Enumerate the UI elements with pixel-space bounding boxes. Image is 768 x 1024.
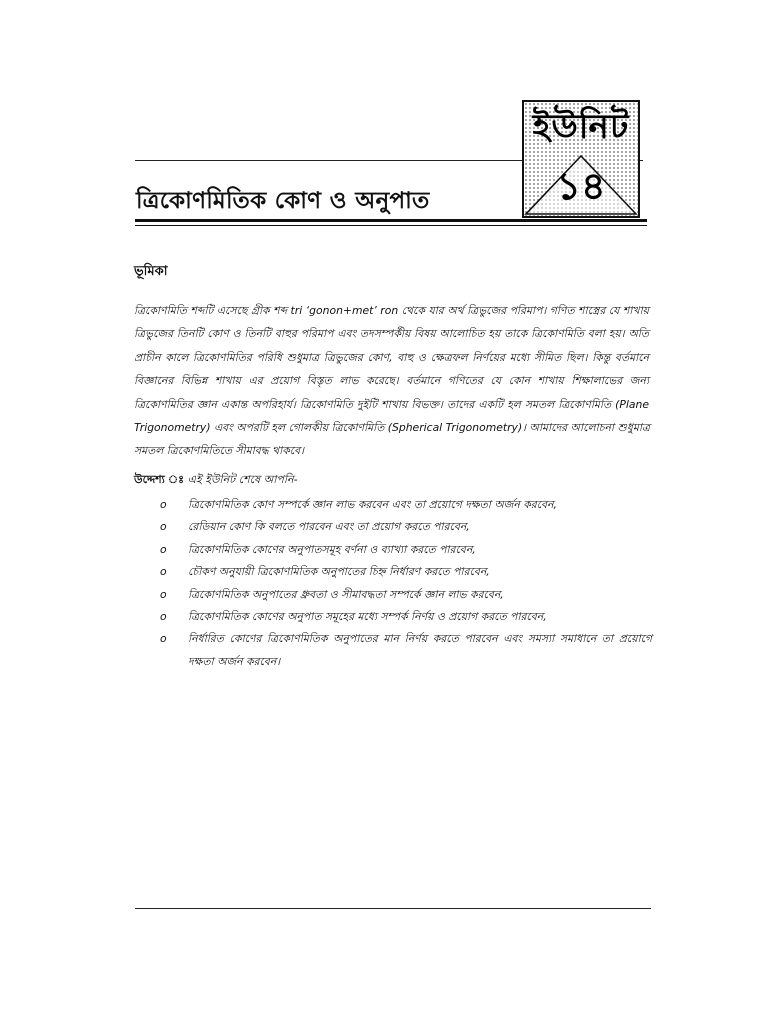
title-rule-thick (135, 219, 647, 222)
objective-text-continued: দক্ষতা অর্জন করবেন। (188, 654, 281, 668)
objective-item (160, 539, 652, 561)
intro-line: সমতল ত্রিকোণমিতিতে সীমাবদ্ধ থাকবে। (134, 444, 305, 458)
objective-text: নির্ধারিত কোণের ত্রিকোণমিতিক অনুপাতের মান নির্ণয় করতে পারবেন এবং সমস্যা সমাধানে তা প্রয়োগে (188, 632, 652, 646)
bullet-icon: o (160, 520, 167, 534)
objective-text: রেডিয়ান কোণ কি বলতে পারবেন এবং তা প্রয়োগ করতে পারবেন, (188, 520, 470, 534)
objective-item (160, 516, 652, 538)
objectives-lead: এই ইউনিট শেষে আপনি- (187, 473, 298, 486)
footer-rule (135, 908, 651, 909)
objective-text: ত্রিকোণমিতিক কোণ সম্পর্কে জ্ঞান লাভ করবেন এবং তা প্রয়োগে দক্ষতা অর্জন করবেন, (188, 498, 557, 511)
intro-heading: ভূমিকা (134, 264, 168, 279)
title-rule-thin (135, 225, 647, 226)
unit-badge (522, 100, 640, 218)
unit-number: ১৪ (556, 164, 606, 208)
bullet-icon: o (160, 587, 167, 601)
objective-item (160, 606, 652, 628)
bullet-icon: o (160, 610, 167, 624)
intro-line: ত্রিভুজের তিনটি কোণ ও তিনটি বাহুর পরিমাপ এবং তদসম্পর্কীয় বিষয় আলোচিত হয় তাকে ত্রিকোণমিতি বলা হয়। অতি (134, 327, 649, 341)
objectives-list (160, 494, 652, 673)
bullet-icon: o (160, 542, 167, 556)
intro-line: প্রাচীন কালে ত্রিকোণমিতির পরিধি শুধুমাত্র ত্রিভুজের কোণ, বাহু ও ক্ষেত্রফল নির্ণয়ের মধ্যে সীমিত ছিল। কিন্তু বর্তমানে (134, 350, 649, 364)
intro-paragraph (134, 299, 649, 463)
objectives-heading (134, 471, 298, 490)
objective-text: ত্রিকোণমিতিক কোণের অনুপাতসমূহ বর্ণনা ও ব্যাখ্যা করতে পারবেন, (188, 542, 476, 556)
objective-item (160, 584, 652, 606)
bullet-icon: o (160, 565, 167, 579)
bullet-icon: o (160, 632, 167, 646)
chapter-title: ত্রিকোণমিতিক কোণ ও অনুপাত (136, 188, 430, 214)
objective-text: চৌকণ অনুযায়ী ত্রিকোণমিতিক অনুপাতের চিহ্ন নির্ধারণ করতে পারবেন, (188, 565, 490, 579)
objective-item (160, 561, 652, 583)
objectives-label: উদ্দেশ্য ঃ (134, 473, 185, 486)
objective-item (160, 494, 652, 516)
objective-text: ত্রিকোণমিতিক কোণের অনুপাত সমূহের মধ্যে সম্পর্ক নির্ণয় ও প্রয়োগ করতে পারবেন, (188, 610, 547, 624)
bullet-icon: o (160, 498, 167, 511)
objective-text: ত্রিকোণমিতিক অনুপাতের ধ্রুবতা ও সীমাবদ্ধতা সম্পর্কে জ্ঞান লাভ করবেন, (188, 587, 504, 601)
intro-line: Trigonometry) এবং অপরটি হল গোলকীয় ত্রিকোণমিতি (Spherical Trigonometry)। আমাদের আলোচনা শুধুমাত্র (134, 421, 650, 435)
objective-item (160, 628, 652, 673)
intro-line: বিজ্ঞানের বিভিন্ন শাখায় এর প্রয়োগ বিস্তৃত লাভ করেছে। বর্তমানে গণিতের যে কোন শাখায় শিক্ষালাভের জন্য (134, 374, 649, 388)
intro-line: ত্রিকোণমিতি শব্দটি এসেছে গ্রীক শব্দ tri ‘gonon+met’ ron থেকে যার অর্থ ত্রিভুজের পরিমাপ। গণিত শাস্ত্রের যে শাখায় (134, 304, 649, 317)
unit-label: ইউনিট (532, 107, 630, 147)
intro-line: ত্রিকোণমিতির জ্ঞান একান্ত অপরিহার্য। ত্রিকোণমিতি দুইটি শাখায় বিভক্ত। তাদের একটি হল সমতল ত্রিকোণমিতি (Plane (134, 397, 649, 411)
